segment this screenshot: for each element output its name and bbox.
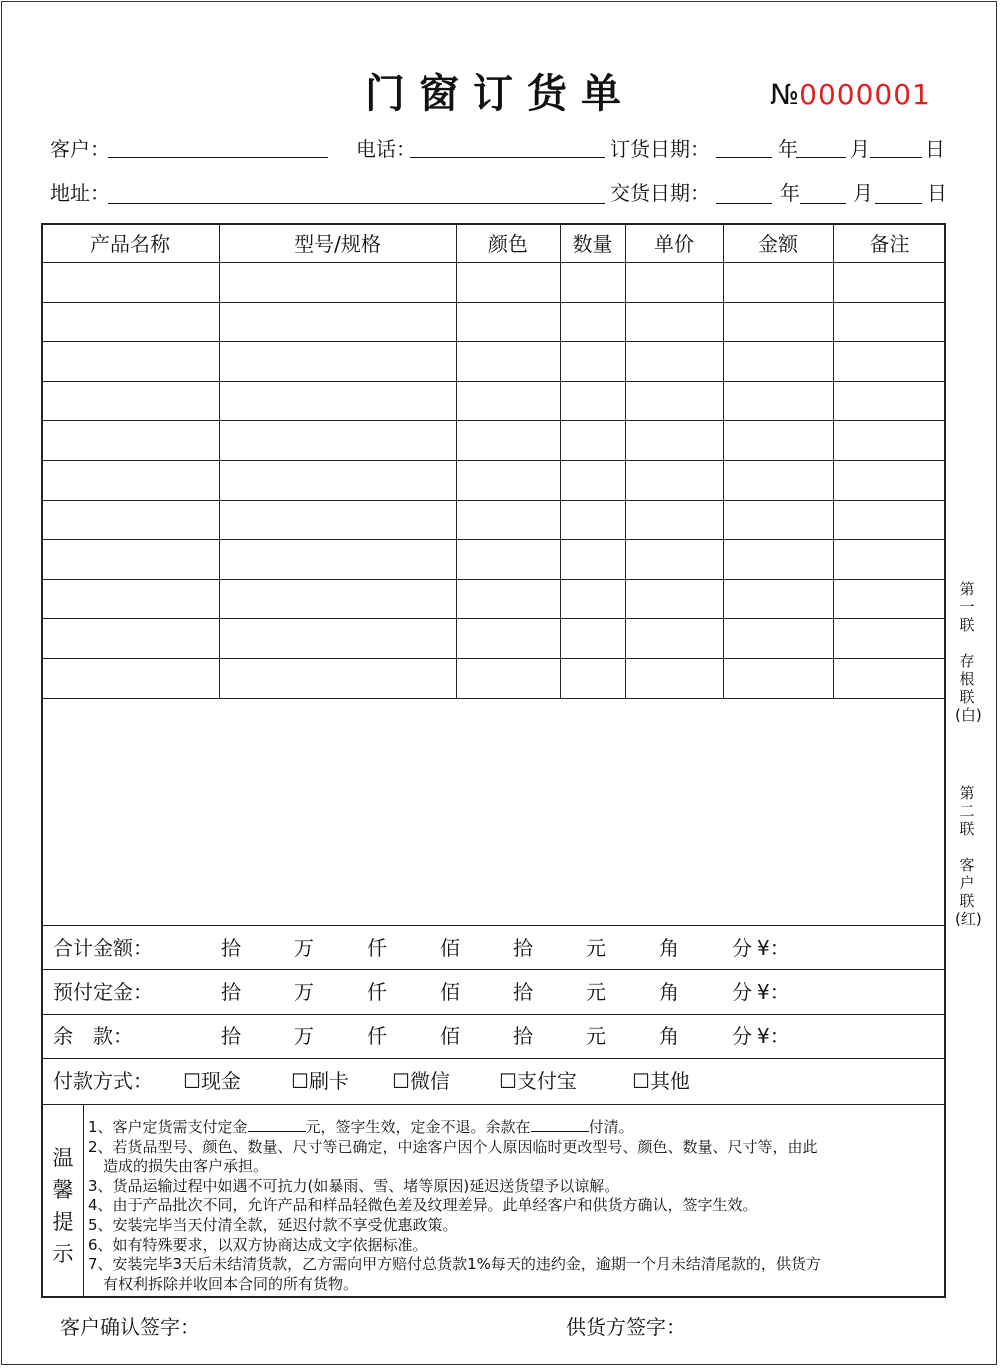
order-day-label: 日 [925, 137, 945, 161]
tips-heading-char: 温 [52, 1146, 74, 1170]
payment-method-row [41, 1059, 946, 1104]
tips-heading-char: 提 [52, 1210, 74, 1234]
payment-option-alipay[interactable]: ☐支付宝 [499, 1069, 577, 1093]
payment-option-cash[interactable]: ☐现金 [183, 1069, 241, 1093]
unit-jiao: 角 [659, 1024, 679, 1048]
tips-list [88, 1118, 948, 1294]
unit-shi2: 拾 [513, 1024, 533, 1048]
tip-line-4: 4、由于产品批次不同，允许产品和样品轻微色差及纹理差异。此单经客户和供货方确认，签字生效。 [88, 1196, 758, 1215]
col-header-amount: 金额 [758, 232, 798, 256]
unit-qian: 仟 [367, 1024, 387, 1048]
form-title: 门窗订货单 [365, 71, 635, 117]
tip-line-6: 6、如有特殊要求，以双方协商达成文字依据标准。 [88, 1235, 428, 1254]
table-row[interactable] [41, 341, 946, 342]
tip-line-2-cont: 造成的损失由客户承担。 [103, 1157, 269, 1176]
unit-bai: 佰 [440, 980, 460, 1004]
customer-field[interactable] [108, 157, 328, 158]
balance-label: 余 款： [53, 1024, 133, 1048]
table-row[interactable] [41, 698, 946, 699]
copy1-number: 第一联 [959, 580, 975, 634]
copy2-number: 第二联 [959, 784, 975, 838]
table-row[interactable] [41, 302, 946, 303]
tip-1-part-b: 元，签字生效，定金不退。余款在 [305, 1118, 531, 1136]
delivery-month-field[interactable] [800, 203, 846, 204]
tip-line-1 [88, 1118, 948, 1138]
unit-wan: 万 [294, 936, 314, 960]
table-row[interactable] [41, 658, 946, 659]
tip-1-part-c: 付清。 [588, 1118, 634, 1136]
deposit-row[interactable] [41, 970, 946, 1014]
delivery-day-field[interactable] [875, 203, 922, 204]
payment-label: 付款方式： [53, 1069, 153, 1093]
tip-line-2: 2、若货品型号、颜色、数量、尺寸等已确定，中途客户因个人原因临时更改型号、颜色、数量、尺寸等，由此 [88, 1137, 818, 1156]
col-header-color: 颜色 [488, 232, 528, 256]
delivery-date-label: 交货日期： [610, 181, 710, 205]
tips-divider [83, 1104, 84, 1297]
balance-date-blank[interactable] [531, 1118, 589, 1132]
tip-line-5: 5、安装完毕当天付清全款，延迟付款不享受优惠政策。 [88, 1215, 458, 1234]
unit-shi: 拾 [221, 1024, 241, 1048]
unit-shi2: 拾 [513, 980, 533, 1004]
table-row[interactable] [41, 420, 946, 421]
order-month-field[interactable] [796, 157, 846, 158]
order-year-field[interactable] [716, 157, 772, 158]
delivery-year-label: 年 [780, 181, 800, 205]
order-year-label: 年 [778, 137, 798, 161]
tip-line-7-cont: 有权利拆除并收回本合同的所有货物。 [103, 1274, 359, 1293]
delivery-month-label: 月 [853, 181, 873, 205]
order-date-label: 订货日期： [610, 137, 710, 161]
tips-heading-char: 示 [52, 1242, 74, 1266]
customer-label: 客户： [50, 137, 110, 161]
unit-qian: 仟 [367, 980, 387, 1004]
unit-qian: 仟 [367, 936, 387, 960]
copy1-label [955, 580, 979, 634]
delivery-day-label: 日 [927, 181, 947, 205]
unit-fen: 分 [732, 936, 752, 960]
table-row[interactable] [41, 539, 946, 540]
address-field[interactable] [108, 203, 605, 204]
col-header-model-spec: 型号/规格 [294, 232, 381, 256]
phone-label: 电话： [356, 137, 416, 161]
unit-shi: 拾 [221, 936, 241, 960]
unit-yuan: 元 [586, 1024, 606, 1048]
currency-suffix: ¥： [757, 936, 790, 960]
deposit-blank[interactable] [248, 1118, 306, 1132]
payment-option-card[interactable]: ☐刷卡 [291, 1069, 349, 1093]
serial-value: 0000001 [799, 78, 931, 111]
tips-heading-char: 馨 [52, 1178, 74, 1202]
table-row[interactable] [41, 618, 946, 619]
unit-yuan: 元 [586, 980, 606, 1004]
copy2-type: 客户联(红) [955, 856, 982, 928]
tip-line-7: 7、安装完毕3天后未结清货款，乙方需向甲方赔付总货款1%每天的违约金，逾期一个月未结清尾款的，供货方 [88, 1255, 821, 1274]
tip-line-3: 3、货品运输过程中如遇不可抗力(如暴雨、雪、堵等原因)延迟送货望予以谅解。 [88, 1176, 620, 1195]
delivery-year-field[interactable] [716, 203, 772, 204]
supplier-signature-label: 供货方签字： [566, 1315, 686, 1339]
numero-sign: № [770, 78, 800, 111]
unit-wan: 万 [294, 1024, 314, 1048]
deposit-label: 预付定金： [53, 980, 153, 1004]
table-row[interactable] [41, 460, 946, 461]
unit-bai: 佰 [440, 936, 460, 960]
col-header-quantity: 数量 [572, 232, 613, 256]
unit-fen: 分 [732, 1024, 752, 1048]
serial-number [770, 78, 931, 111]
unit-jiao: 角 [659, 980, 679, 1004]
col-header-unit-price: 单价 [654, 232, 694, 256]
table-row[interactable] [41, 579, 946, 580]
currency-suffix: ¥： [757, 980, 790, 1004]
order-month-label: 月 [850, 137, 870, 161]
unit-bai: 佰 [440, 1024, 460, 1048]
total-amount-label: 合计金额： [53, 936, 153, 960]
phone-field[interactable] [410, 157, 605, 158]
address-label: 地址： [50, 181, 110, 205]
unit-shi: 拾 [221, 980, 241, 1004]
col-header-remarks: 备注 [869, 232, 910, 256]
payment-option-card-label: 刷卡 [308, 1069, 349, 1093]
unit-fen: 分 [732, 980, 752, 1004]
copy1-type: 存根联(白) [955, 652, 982, 724]
balance-row[interactable] [41, 1014, 946, 1058]
col-header-product-name: 产品名称 [90, 232, 170, 256]
table-row[interactable] [41, 381, 946, 382]
total-amount-row[interactable] [41, 926, 946, 970]
customer-signature-label: 客户确认签字： [60, 1315, 200, 1339]
payment-option-other-label: 其他 [649, 1069, 690, 1093]
order-day-field[interactable] [870, 157, 922, 158]
payment-option-cash-label: 现金 [200, 1069, 241, 1093]
section-divider [41, 1104, 946, 1105]
payment-option-alipay-label: 支付宝 [516, 1069, 577, 1093]
unit-shi2: 拾 [513, 936, 533, 960]
table-row[interactable] [41, 500, 946, 501]
unit-wan: 万 [294, 980, 314, 1004]
payment-option-wechat[interactable]: ☐微信 [392, 1069, 450, 1093]
payment-option-other[interactable]: ☐其他 [632, 1069, 690, 1093]
table-row[interactable] [41, 262, 946, 263]
unit-yuan: 元 [586, 936, 606, 960]
tip-1-part-a: 1、客户定货需支付定金 [88, 1118, 248, 1136]
currency-suffix: ¥： [757, 1024, 790, 1048]
payment-option-wechat-label: 微信 [409, 1069, 450, 1093]
unit-jiao: 角 [659, 936, 679, 960]
